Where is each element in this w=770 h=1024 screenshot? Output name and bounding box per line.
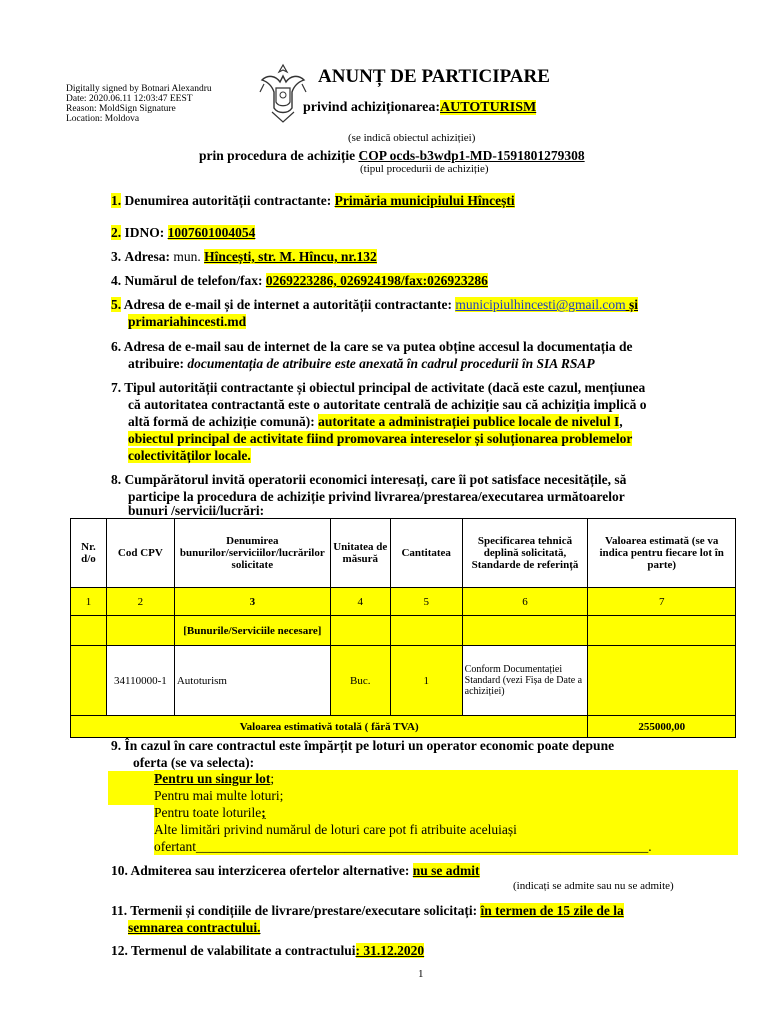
option-other-limits-offerer: ofertant___________________________________________________________________.	[154, 839, 652, 854]
section-12: 12. Termenul de valabilitate a contractului: 31.12.2020	[111, 943, 425, 958]
header-spec: Specificarea tehnică deplină solicitată, Standarde de referință	[462, 519, 588, 588]
moldova-coat-of-arms-icon	[258, 62, 308, 126]
header-nr: Nr. d/o	[71, 519, 107, 588]
section-8: 8. Cumpărătorul invită operatorii economici interesați, care îi pot satisface necesitățile, să	[111, 472, 627, 487]
cpv-code: 34110000-1	[106, 646, 174, 716]
delivery-terms-value: în termen de 15 zile de la	[480, 903, 624, 918]
item-name: Autoturism	[174, 646, 330, 716]
alternative-offers-value: nu se admit	[412, 863, 480, 878]
section-10: 10. Admiterea sau interzicerea ofertelor alternative: nu se admit	[111, 863, 480, 878]
table-header-row	[71, 519, 736, 588]
website-value: primariahincesti.md	[128, 314, 247, 329]
procedure-line: prin procedura de achiziție COP ocds-b3wdp1-MD-1591801279308	[199, 148, 585, 163]
page-number: 1	[418, 968, 424, 980]
section-1: 1. Denumirea autorității contractante: Primăria municipiului Hîncești	[111, 193, 515, 208]
item-value	[588, 646, 736, 716]
header-quantity: Cantitatea	[390, 519, 462, 588]
item-unit: Buc.	[330, 646, 390, 716]
signature-line: Digitally signed by Botnari Alexandru	[66, 84, 212, 94]
section-4: 4. Numărul de telefon/fax: 0269223286, 026924198/fax:026923286	[111, 273, 488, 288]
table-row	[71, 646, 736, 716]
total-label: Valoarea estimativă totală ( fără TVA)	[71, 716, 588, 738]
section-9: 9. În cazul în care contractul este împărțit pe loturi un operator economic poate depune	[111, 738, 615, 753]
section-5: 5. Adresa de e-mail și de internet a autorității contractante: municipiulhincesti@gmail.com și	[111, 297, 638, 312]
section-7: 7. Tipul autorității contractante și obiectul principal de activitate (dacă este cazul, mențiunea	[111, 380, 646, 395]
item-spec: Conform Documentației Standard (vezi Fișa de Date a achiziției)	[462, 646, 588, 716]
header-cpv: Cod CPV	[106, 519, 174, 588]
highlight-block	[108, 771, 156, 805]
item-quantity: 1	[390, 646, 462, 716]
authority-type: autoritate a administrației publice locale de nivelul I	[318, 414, 620, 429]
procedure-hint: (tipul procedurii de achiziție)	[360, 163, 489, 175]
header-unit: Unitatea de măsură	[330, 519, 390, 588]
alternative-offers-hint: (indicați se admite sau nu se admite)	[513, 880, 674, 892]
section-11-line2: semnarea contractului.	[128, 920, 261, 935]
section-6-line2: atribuire: documentația de atribuire este anexată în cadrul procedurii în SIA RSAP	[128, 356, 595, 371]
email-link[interactable]: municipiulhincesti@gmail.com	[455, 297, 626, 312]
header-value: Valoarea estimată (se va indica pentru fiecare lot în parte)	[588, 519, 736, 588]
contract-validity-value: : 31.12.2020	[355, 943, 425, 958]
section-11: 11. Termenii și condițiile de livrare/prestare/executare solicitați: în termen de 15 zile de la	[111, 903, 624, 918]
table-number-row: 1 2 3 4 5 6 7	[71, 588, 736, 616]
table-group-row	[71, 616, 736, 646]
signature-line: Reason: MoldSign Signature	[66, 104, 176, 114]
authority-name: Primăria municipiului Hîncești	[334, 193, 515, 208]
header-denumirea: Denumirea bunurilor/serviciilor/lucrărilor solicitate	[174, 519, 330, 588]
main-activity-line1: obiectul principal de activitate fiind promovarea intereselor și soluționarea problemelor	[128, 431, 633, 446]
section-7-line3: altă formă de achiziție comună): autoritate a administrației publice locale de nivelul I,	[128, 414, 623, 429]
idno-value: 1007601004054	[167, 225, 256, 240]
table-total-row	[71, 716, 736, 738]
main-activity-line2: colectivităților locale.	[128, 448, 251, 463]
total-value: 255000,00	[588, 716, 736, 738]
procurement-subject-value: AUTOTURISM	[440, 100, 537, 115]
section-8-line2: participe la procedura de achiziție privind livrarea/prestarea/executarea următoarelor	[128, 489, 625, 504]
section-2: 2. IDNO: 1007601004054	[111, 225, 256, 240]
section-9-line2: oferta (se va selecta):	[133, 755, 255, 770]
option-single-lot[interactable]: Pentru un singur lot;	[154, 771, 275, 786]
lot-options	[154, 770, 738, 855]
digital-signature-block	[66, 84, 212, 124]
option-multiple-lots[interactable]: Pentru mai multe loturi;	[154, 788, 284, 803]
signature-line: Location: Moldova	[66, 114, 140, 124]
section-7-line2: că autoritatea contractantă este o autoritate centrală de achiziție sau că achiziția implică o	[128, 397, 647, 412]
section-3: 3. Adresa: mun. Hîncești, str. M. Hîncu, nr.132	[111, 249, 377, 264]
procedure-id: COP ocds-b3wdp1-MD-1591801279308	[358, 148, 585, 163]
items-table	[70, 518, 736, 738]
subject-hint: (se indică obiectul achiziției)	[348, 132, 476, 144]
page-title: ANUNȚ DE PARTICIPARE	[318, 66, 550, 87]
procurement-subject: privind achiziționarea:AUTOTURISM	[303, 100, 537, 115]
signature-line: Date: 2020.06.11 12:03:47 EEST	[66, 94, 193, 104]
documentation-access: documentația de atribuire este anexată în cadrul procedurii în SIA RSAP	[187, 356, 595, 371]
address-value: Hîncești, str. M. Hîncu, nr.132	[204, 249, 377, 264]
section-6: 6. Adresa de e-mail sau de internet de la care se va putea obține accesul la documentația de	[111, 339, 633, 354]
option-other-limits[interactable]: Alte limitări privind numărul de loturi care pot fi atribuite aceluiași	[154, 822, 517, 837]
phone-fax-value: 0269223286, 026924198/fax:026923286	[265, 273, 488, 288]
option-all-lots[interactable]: Pentru toate loturile;	[154, 805, 266, 820]
section-8-line3: bunuri /servicii/lucrări:	[128, 503, 265, 518]
group-label: [Bunurile/Serviciile necesare]	[174, 616, 330, 646]
